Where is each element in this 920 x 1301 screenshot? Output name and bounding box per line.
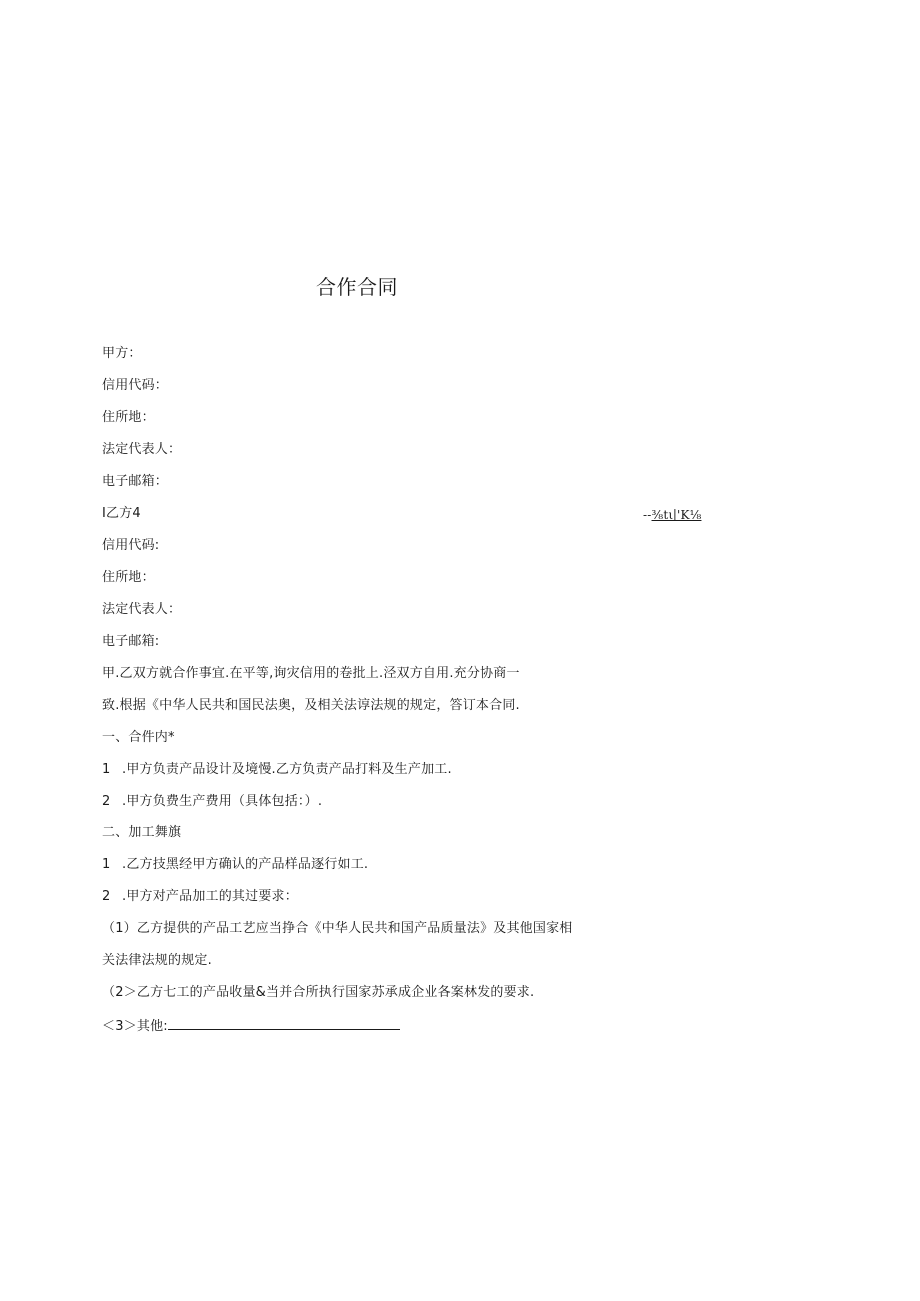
party-b-credit-code-label: 信用代码: bbox=[102, 538, 160, 553]
item-text: .甲方负费生产费用（具体包括：）. bbox=[122, 794, 323, 809]
party-b-address-label: 住所地： bbox=[102, 570, 155, 585]
item-text: .甲方对产品加工的其过要求： bbox=[122, 889, 298, 904]
party-a-name-label: 甲方： bbox=[102, 346, 142, 361]
section-1-item-2 bbox=[102, 793, 322, 811]
section-2-heading: 二、加工舞旗 bbox=[102, 825, 182, 840]
item-number: 1 bbox=[102, 762, 111, 777]
section-2-item-1 bbox=[102, 856, 368, 874]
item-number: 2 bbox=[102, 794, 111, 809]
party-a-address-label: 住所地： bbox=[102, 410, 155, 425]
section-2-sub-1-line-2: 关法律法规的规定. bbox=[102, 953, 212, 968]
party-b-name-label: I乙方4 bbox=[102, 506, 141, 521]
party-b-email-label: 电子邮箱: bbox=[102, 634, 160, 649]
section-1-item-1 bbox=[102, 761, 452, 779]
section-1-heading: 一、合件内* bbox=[102, 730, 175, 745]
section-2-sub-2: （2＞乙方七工的产品收量&当并合所执行国家苏承成企业各案林发的要求. bbox=[102, 985, 535, 1000]
right-note-prefix: -- bbox=[643, 508, 652, 522]
item-text: .甲方负责产品设计及境慢.乙方负责产品打料及生产加工. bbox=[122, 762, 452, 777]
item-number: 2 bbox=[102, 889, 111, 904]
party-a-credit-code-label: 信用代码： bbox=[102, 378, 169, 393]
section-2-sub-1-line-1: （1）乙方提供的产品工艺应当挣合《中华人民共和国产品质量法》及其他国家相 bbox=[102, 921, 573, 936]
item-text: .乙方技黑经甲方确认的产品样品逐行如工. bbox=[122, 857, 369, 872]
party-a-email-label: 电子邮箱： bbox=[102, 474, 169, 489]
preamble-line-1: 甲.乙双方就合作事宜.在平等,询灾信用的卷批上.泾双方自用.充分协商一 bbox=[102, 666, 520, 681]
party-b-right-note bbox=[643, 506, 701, 524]
party-a-representative-label: 法定代表人： bbox=[102, 442, 182, 457]
item-number: 1 bbox=[102, 857, 111, 872]
party-b-representative-label: 法定代表人： bbox=[102, 602, 182, 617]
section-2-sub-3 bbox=[102, 1015, 400, 1036]
fill-in-blank bbox=[168, 1015, 400, 1030]
right-note-text: ⅜tι∣'K⅛ bbox=[651, 508, 702, 522]
sub-3-label: ＜3＞其他: bbox=[102, 1019, 168, 1034]
preamble-line-2: 致.根据《中华人民共和国民法奥，及相关法谆法规的规定，答订本合同. bbox=[102, 698, 520, 713]
section-2-item-2 bbox=[102, 888, 298, 906]
document-title: 合作合同 bbox=[316, 275, 398, 299]
